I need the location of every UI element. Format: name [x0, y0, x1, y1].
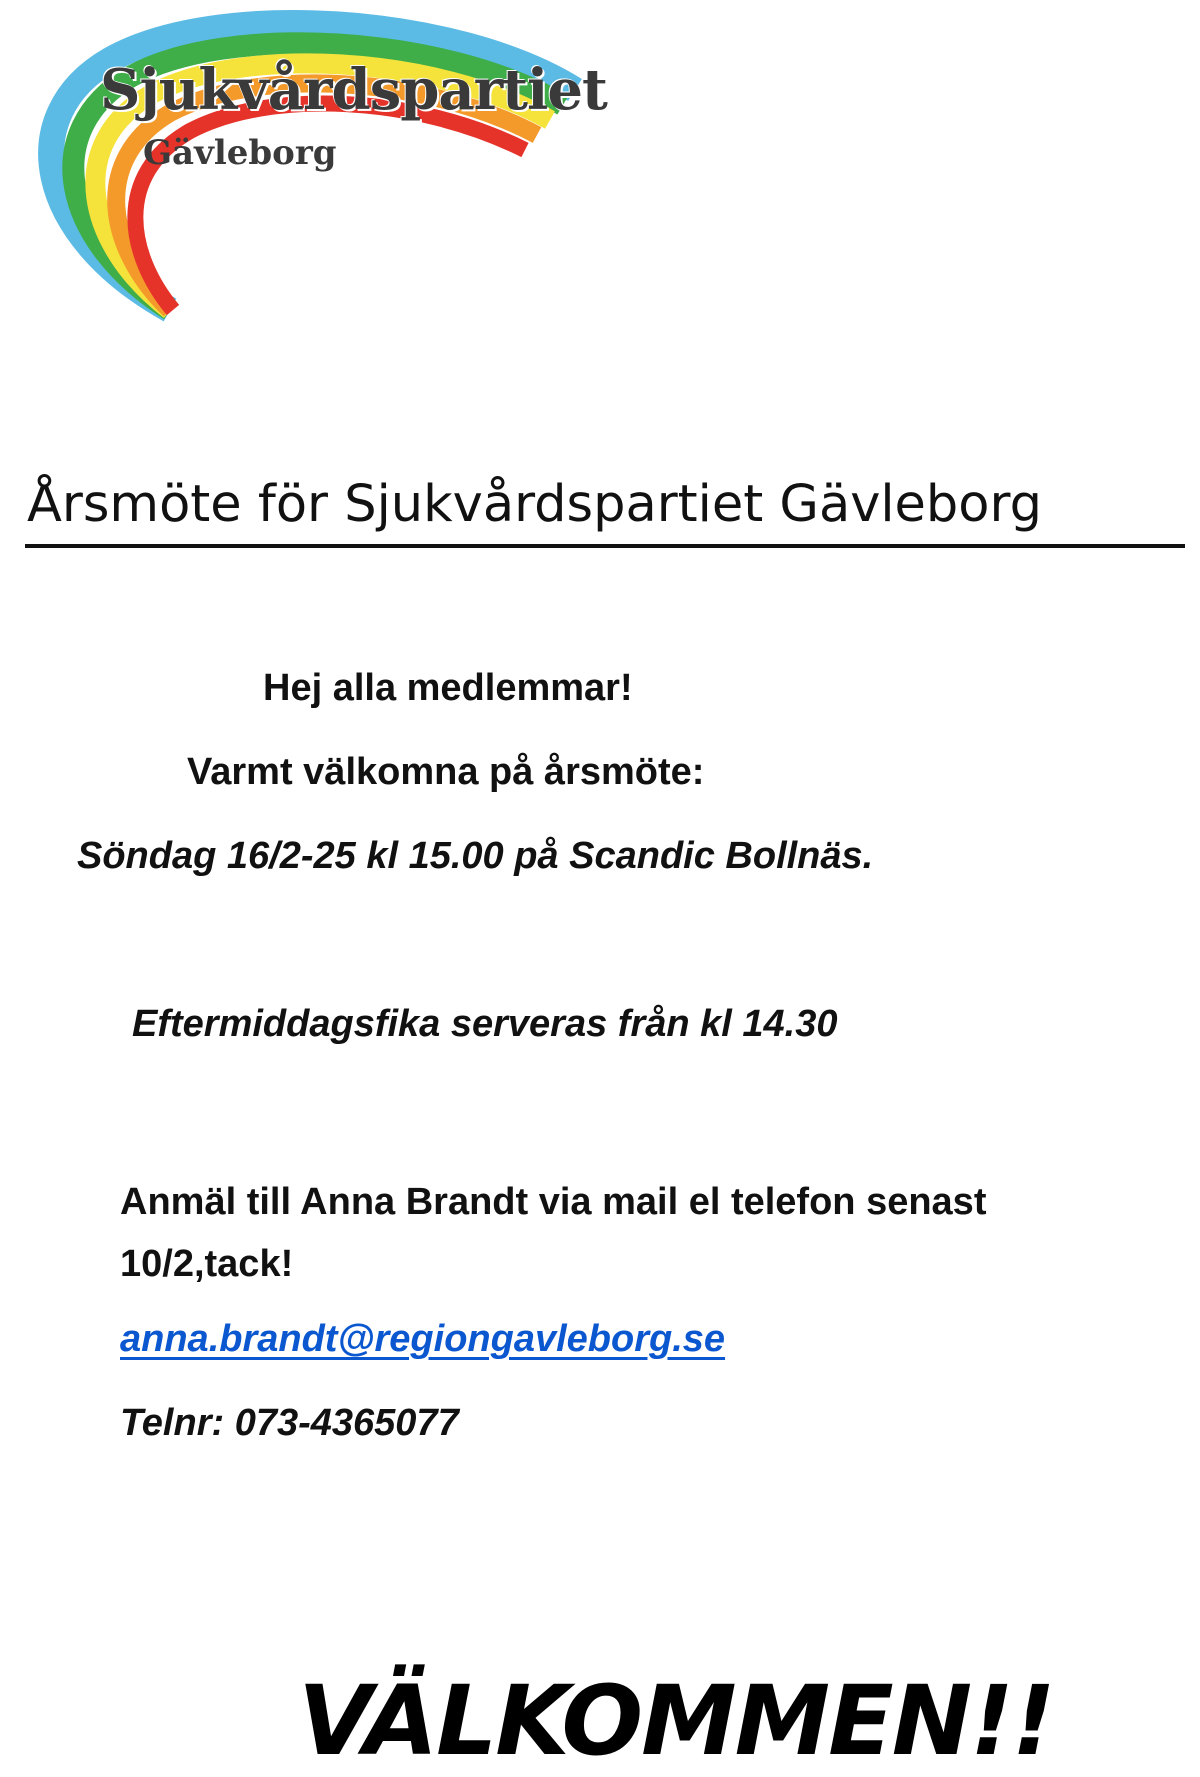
closing-welcome-text: VÄLKOMMEN!!	[298, 1665, 1054, 1777]
fika-text: Eftermiddagsfika serveras från kl 14.30	[132, 1003, 838, 1045]
logo-region-name: Gävleborg	[143, 133, 337, 173]
party-logo	[15, 5, 635, 325]
phone-text: Telnr: 073-4365077	[120, 1402, 459, 1444]
welcome-text: Varmt välkomna på årsmöte:	[187, 751, 705, 793]
logo-party-name: Sjukvårdspartiet	[100, 57, 607, 123]
meeting-date-text: Söndag 16/2-25 kl 15.00 på Scandic Bollnäs.	[77, 835, 874, 877]
title-underline	[25, 544, 1185, 548]
page-title: Årsmöte för Sjukvårdspartiet Gävleborg	[27, 475, 1042, 534]
email-link[interactable]: anna.brandt@regiongavleborg.se	[120, 1318, 726, 1360]
greeting-text: Hej alla medlemmar!	[263, 667, 633, 709]
registration-text: Anmäl till Anna Brandt via mail el telefon senast 10/2,tack!	[120, 1181, 987, 1285]
